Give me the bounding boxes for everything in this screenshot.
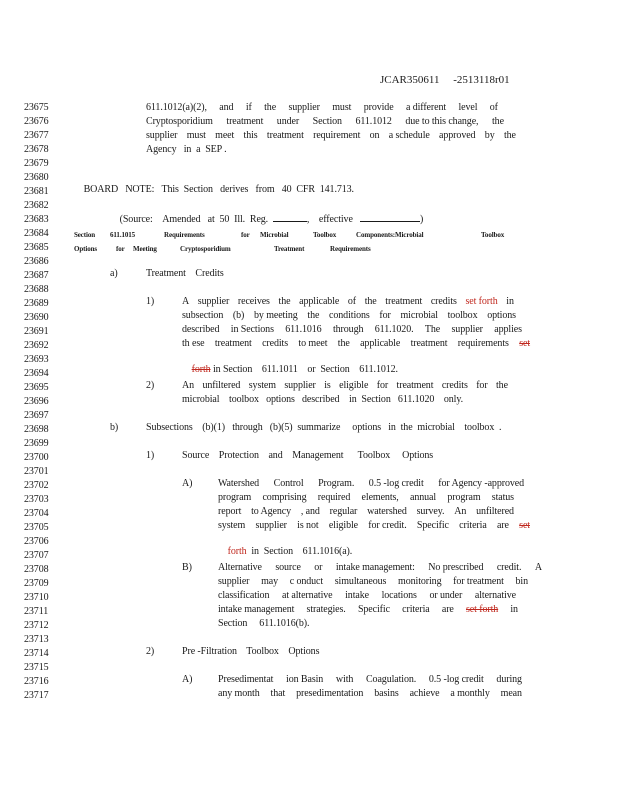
text-fragment: the: [496, 380, 508, 391]
effective-date-blank: [360, 212, 420, 222]
text-fragment: for treatment: [453, 576, 504, 587]
line-number: 23713: [24, 634, 49, 645]
subsection-b-text: Subsections (b)(1) through (b)(5) summarize options in the microbial toolbox .: [146, 422, 502, 433]
intro-line-1: [146, 102, 498, 114]
document-header: [380, 74, 510, 86]
text-fragment: Watershed: [218, 478, 260, 489]
line-number: 23682: [24, 200, 49, 211]
line-number: 23705: [24, 522, 49, 533]
text-fragment: treatment: [214, 338, 252, 349]
board-note-text: This Section derives from 40 CFR 141.713.: [161, 184, 354, 195]
text-fragment: The: [424, 324, 441, 335]
text-fragment: supplier: [197, 296, 230, 307]
b1-number: 1): [146, 450, 155, 461]
b1B-label: B): [182, 562, 192, 573]
a1-line-3: [182, 324, 522, 336]
text-fragment: is: [324, 380, 331, 391]
text-fragment: this: [243, 130, 258, 141]
intro-line-4: Agency in a SEP .: [146, 144, 227, 155]
text-fragment: criteria: [402, 604, 430, 615]
text-fragment: a different: [405, 102, 447, 113]
text-fragment: for credit.: [368, 520, 407, 531]
text-fragment: must: [332, 102, 352, 113]
text-fragment: [353, 214, 360, 225]
text-fragment: Microbial: [260, 231, 289, 239]
text-fragment: treatment: [396, 380, 434, 391]
text-fragment: 611.1016: [285, 324, 322, 335]
text-fragment: microbial: [400, 310, 438, 321]
text-fragment: Control: [273, 478, 304, 489]
text-fragment: Options: [74, 245, 98, 253]
text-fragment: applies: [494, 324, 522, 335]
inserted-text: set forth: [465, 296, 498, 307]
text-fragment: treatment: [410, 338, 448, 349]
line-number: 23698: [24, 424, 49, 435]
line-number: 23678: [24, 144, 49, 155]
text-fragment: or: [314, 562, 323, 573]
text-fragment: achieve: [409, 688, 440, 699]
text-fragment: presedimentation: [296, 688, 364, 699]
text-fragment: approved: [439, 130, 476, 141]
text-fragment: must: [186, 130, 206, 141]
text-fragment: alternative: [474, 590, 516, 601]
text-fragment: in: [506, 296, 514, 307]
text-fragment: supplier: [255, 520, 287, 531]
text-fragment: or under: [429, 590, 463, 601]
text-fragment: strategies.: [306, 604, 346, 615]
text-fragment: monitoring: [398, 576, 442, 587]
text-fragment: supplier: [218, 576, 250, 587]
text-fragment: th ese: [182, 338, 205, 349]
text-fragment: annual: [409, 492, 437, 503]
a1-line-4: [182, 338, 530, 350]
document-version: -2513118r01: [453, 74, 510, 86]
text-fragment: source: [275, 562, 301, 573]
text-fragment: program: [218, 492, 252, 503]
b2A-line-2: [218, 688, 522, 700]
text-fragment: Toolbox: [481, 231, 505, 239]
text-fragment: through: [332, 324, 364, 335]
b1B-line-4: [218, 604, 518, 616]
line-number: 23696: [24, 396, 49, 407]
b2A-line-1: [218, 674, 522, 686]
text-fragment: meet: [215, 130, 235, 141]
subsection-a-label: a): [110, 268, 118, 279]
text-fragment: treatment: [226, 116, 264, 127]
text-fragment: c onduct: [289, 576, 324, 587]
text-fragment: if: [245, 102, 252, 113]
text-fragment: An: [454, 506, 467, 517]
text-fragment: comprising: [262, 492, 307, 503]
text-fragment: 0.5 -log credit: [428, 674, 484, 685]
text-fragment: under: [276, 116, 300, 127]
text-fragment: the: [307, 310, 320, 321]
line-number: 23680: [24, 172, 49, 183]
text-fragment: (Source:: [119, 214, 153, 225]
text-fragment: of: [489, 102, 498, 113]
b2-number: 2): [146, 646, 155, 657]
a1-line-2: [182, 310, 516, 322]
text-fragment: supplier: [451, 324, 483, 335]
text-fragment: intake: [345, 590, 369, 601]
a2-line-1: [182, 380, 508, 392]
text-fragment: Cryptosporidium: [146, 116, 213, 127]
register-blank: [273, 212, 307, 222]
text-fragment: credits: [430, 296, 457, 307]
text-fragment: , and: [300, 506, 320, 517]
text-fragment: Requirements: [164, 231, 205, 239]
text-fragment: any month: [218, 688, 260, 699]
text-fragment: intake management:: [335, 562, 415, 573]
text-fragment: simultaneous: [334, 576, 387, 587]
text-fragment: 611.1012: [355, 116, 392, 127]
text-fragment: requirements: [457, 338, 509, 349]
b2-title: Pre -Filtration Toolbox Options: [182, 646, 320, 657]
text-fragment: required: [317, 492, 351, 503]
text-fragment: the: [492, 116, 504, 127]
text-fragment: for: [116, 245, 125, 253]
line-number: 23699: [24, 438, 49, 449]
text-fragment: Presedimentat: [218, 674, 274, 685]
b1A-line-3: [218, 506, 514, 518]
text-fragment: A: [534, 562, 542, 573]
text-fragment: Components:Microbial: [356, 231, 424, 239]
text-fragment: eligible: [339, 380, 369, 391]
text-fragment: in Section 611.1011 or Section 611.1012.: [210, 364, 398, 375]
line-number: 23714: [24, 648, 49, 659]
text-fragment: , effective: [306, 214, 353, 225]
deleted-text: set: [519, 520, 530, 531]
text-fragment: intake management: [218, 604, 295, 615]
text-fragment: are: [441, 604, 454, 615]
text-fragment: on: [369, 130, 380, 141]
inserted-text: forth: [227, 546, 247, 557]
text-fragment: bin: [515, 576, 528, 587]
text-fragment: for: [376, 380, 389, 391]
line-number: 23703: [24, 494, 49, 505]
text-fragment: may: [261, 576, 279, 587]
text-fragment: options: [487, 310, 516, 321]
text-fragment: unfiltered: [202, 380, 241, 391]
text-fragment: a schedule: [388, 130, 430, 141]
text-fragment: in Section 611.1016(a).: [246, 546, 353, 557]
deleted-text: set: [519, 338, 530, 349]
text-fragment: mean: [500, 688, 522, 699]
b1-title: Source Protection and Management Toolbox Options: [182, 450, 434, 461]
text-fragment: subsection: [182, 310, 224, 321]
text-fragment: credits: [262, 338, 289, 349]
text-fragment: 611.1020.: [374, 324, 414, 335]
text-fragment: watershed: [367, 506, 407, 517]
line-number: 23689: [24, 298, 49, 309]
text-fragment: the: [337, 338, 350, 349]
b1A-line-1: [218, 478, 524, 490]
b1B-line-2: [218, 576, 528, 588]
text-fragment: the: [278, 296, 291, 307]
text-fragment: report: [218, 506, 242, 517]
text-fragment: is not: [297, 520, 319, 531]
text-fragment: that: [270, 688, 286, 699]
text-fragment: status: [491, 492, 514, 503]
text-fragment: at alternative: [281, 590, 333, 601]
line-number: 23694: [24, 368, 49, 379]
a1-number: 1): [146, 296, 155, 307]
text-fragment: 611.1015: [110, 231, 136, 239]
text-fragment: A: [182, 296, 190, 307]
deleted-text: set forth: [466, 604, 499, 615]
document-id: JCAR350611: [380, 74, 440, 86]
line-number: 23708: [24, 564, 49, 575]
text-fragment: a monthly: [450, 688, 490, 699]
text-fragment: described: [182, 324, 220, 335]
text-fragment: of: [347, 296, 357, 307]
intro-line-3: [146, 130, 516, 142]
text-fragment: [153, 214, 163, 225]
text-fragment: provide: [363, 102, 394, 113]
line-number: 23684: [24, 228, 49, 239]
line-number: 23711: [24, 606, 49, 617]
text-fragment: (b): [232, 310, 245, 321]
line-number: 23716: [24, 676, 49, 687]
text-fragment: system: [248, 380, 276, 391]
text-fragment: elements,: [361, 492, 399, 503]
text-fragment: classification: [218, 590, 270, 601]
text-fragment: Treatment: [274, 245, 305, 253]
text-fragment: program: [447, 492, 481, 503]
a1-line-1: [182, 296, 514, 308]
text-fragment: Cryptosporidium: [180, 245, 231, 253]
line-number: 23707: [24, 550, 49, 561]
line-number: 23710: [24, 592, 49, 603]
text-fragment: toolbox: [447, 310, 478, 321]
text-fragment: [440, 74, 454, 86]
line-number: 23679: [24, 158, 49, 169]
line-number: 23702: [24, 480, 49, 491]
line-number: 23675: [24, 102, 49, 113]
text-fragment: Program.: [318, 478, 355, 489]
text-fragment: locations: [381, 590, 417, 601]
b1B-line-1: [218, 562, 542, 574]
a2-line-2: microbial toolbox options described in Section 611.1020 only.: [182, 394, 463, 405]
text-fragment: due to this change,: [405, 116, 479, 127]
subsection-a-title: Treatment Credits: [146, 268, 224, 279]
text-fragment: by: [484, 130, 495, 141]
text-fragment: An: [182, 380, 195, 391]
text-fragment: credits: [441, 380, 468, 391]
text-fragment: supplier: [146, 130, 178, 141]
line-number: 23676: [24, 116, 49, 127]
text-fragment: credit.: [496, 562, 522, 573]
text-fragment: the: [264, 102, 277, 113]
text-fragment: treatment: [385, 296, 423, 307]
text-fragment: for: [476, 380, 488, 391]
text-fragment: applicable: [299, 296, 340, 307]
line-number: 23686: [24, 256, 49, 267]
line-number: 23706: [24, 536, 49, 547]
text-fragment: by meeting: [254, 310, 298, 321]
text-fragment: with: [335, 674, 354, 685]
text-fragment: Specific: [416, 520, 449, 531]
line-number: 23685: [24, 242, 49, 253]
line-number: 23715: [24, 662, 49, 673]
text-fragment: Section: [74, 231, 96, 239]
text-fragment: the: [503, 130, 516, 141]
text-fragment: requirement: [313, 130, 361, 141]
text-fragment: 611.1012(a)(2),: [146, 102, 207, 113]
text-fragment: for Agency -approved: [438, 478, 524, 489]
text-fragment: to Agency: [251, 506, 292, 517]
a2-number: 2): [146, 380, 155, 391]
line-number: 23704: [24, 508, 49, 519]
text-fragment: supplier: [288, 102, 320, 113]
b1B-line-3: [218, 590, 516, 602]
text-fragment: survey.: [416, 506, 445, 517]
line-number: 23709: [24, 578, 49, 589]
text-fragment: unfiltered: [476, 506, 514, 517]
text-fragment: receives: [237, 296, 270, 307]
line-number: 23683: [24, 214, 49, 225]
text-fragment: conditions: [329, 310, 370, 321]
subsection-b-label: b): [110, 422, 119, 433]
b1B-line-5: Section 611.1016(b).: [218, 618, 310, 629]
text-fragment: Toolbox: [313, 231, 337, 239]
text-fragment: regular: [329, 506, 358, 517]
b2A-label: A): [182, 674, 193, 685]
line-number: 23700: [24, 452, 49, 463]
text-fragment: for: [379, 310, 391, 321]
line-number: 23717: [24, 690, 49, 701]
text-fragment: system: [218, 520, 246, 531]
text-fragment: Requirements: [330, 245, 371, 253]
line-number: 23695: [24, 382, 49, 393]
text-fragment: Alternative: [218, 562, 262, 573]
text-fragment: eligible: [328, 520, 359, 531]
line-number: 23687: [24, 270, 49, 281]
text-fragment: the: [364, 296, 377, 307]
text-fragment: Specific: [357, 604, 390, 615]
text-fragment: in Sections: [230, 324, 274, 335]
text-fragment: Section: [312, 116, 342, 127]
text-fragment: Amended at 50 Ill. Reg.: [162, 214, 269, 225]
text-fragment: basins: [374, 688, 399, 699]
text-fragment: are: [496, 520, 509, 531]
line-number: 23677: [24, 130, 49, 141]
line-number: 23697: [24, 410, 49, 421]
text-fragment: ): [420, 214, 424, 225]
line-number: 23701: [24, 466, 49, 477]
text-fragment: level: [458, 102, 478, 113]
b1A-label: A): [182, 478, 193, 489]
text-fragment: Coagulation.: [365, 674, 417, 685]
text-fragment: No prescribed: [428, 562, 484, 573]
line-number: 23693: [24, 354, 49, 365]
deleted-text: forth: [191, 364, 211, 375]
text-fragment: supplier: [284, 380, 316, 391]
text-fragment: and: [219, 102, 234, 113]
text-fragment: to meet: [298, 338, 328, 349]
text-fragment: during: [496, 674, 522, 685]
text-fragment: applicable: [360, 338, 401, 349]
text-fragment: 0.5 -log credit: [368, 478, 424, 489]
text-fragment: in: [510, 604, 518, 615]
b1A-line-2: [218, 492, 514, 504]
line-number: 23688: [24, 284, 49, 295]
text-fragment: ion Basin: [286, 674, 324, 685]
text-fragment: Meeting: [133, 245, 157, 253]
line-number: 23692: [24, 340, 49, 351]
line-number: 23681: [24, 186, 49, 197]
text-fragment: treatment: [266, 130, 304, 141]
line-number: 23712: [24, 620, 49, 631]
text-fragment: for: [241, 231, 250, 239]
line-number: 23690: [24, 312, 49, 323]
text-fragment: criteria: [459, 520, 487, 531]
line-number: 23691: [24, 326, 49, 337]
board-note-label: BOARD NOTE:: [83, 184, 155, 195]
b1A-line-4: [218, 520, 530, 532]
intro-line-2: [146, 116, 504, 128]
